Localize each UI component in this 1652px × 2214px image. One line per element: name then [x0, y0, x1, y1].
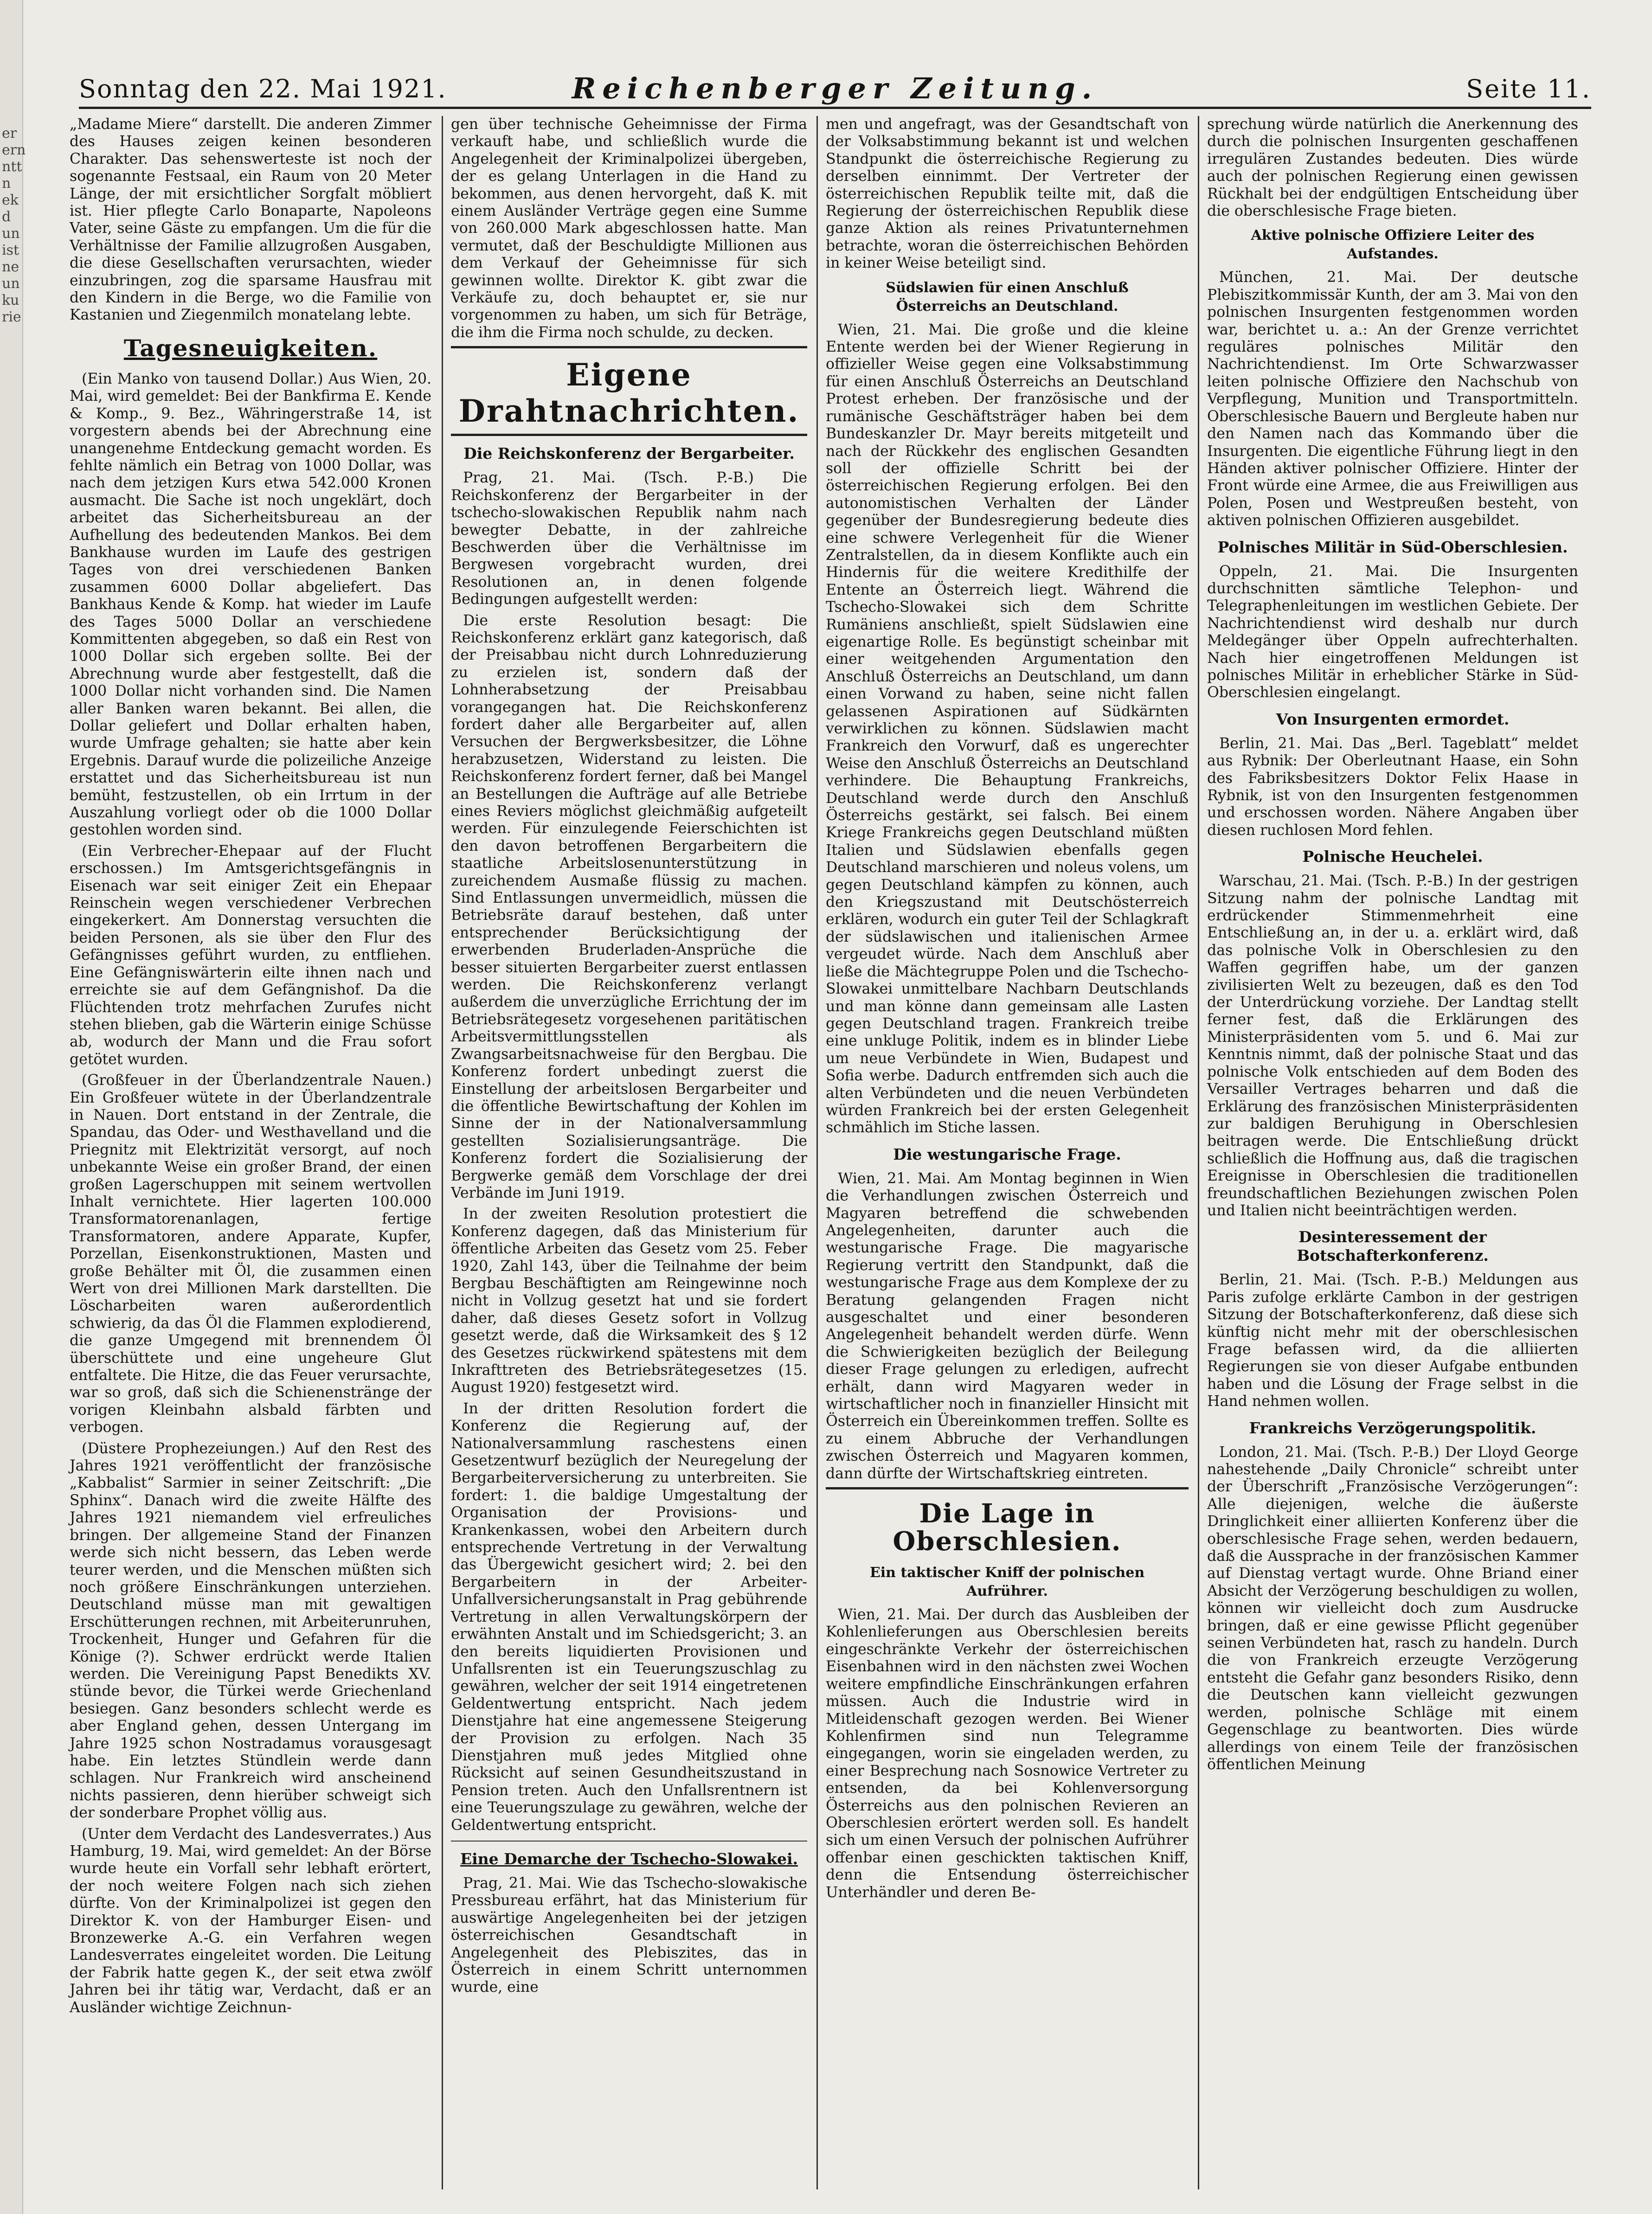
- header-date: Sonntag den 22. Mai 1921.: [79, 74, 447, 103]
- article-text: Oppeln, 21. Mai. Die Insurgenten durchschnitten sämtliche Telephon- und Telegraphenleitungen im westlichen Gebiete. Der Nachrichtendienst wird deshalb nur durch Meldegänger über Oppeln aufrechterhalten. Nach hier eingetroffenen Meldungen ist polnisches Militär in erheblicher Stärke in Süd-Oberschlesien eingelangt.: [1207, 563, 1578, 701]
- column-rule: [442, 116, 443, 2189]
- article-text: Prag, 21. Mai. (Tsch. P.-B.) Die Reichskonferenz der Bergarbeiter in der tschecho-slowakischen Republik nahm nach bewegter Debatte, in der zahlreiche Beschwerden über die Verhältnisse im Bergwesen vorgebracht wurden, drei Resolutionen an, in denen folgende Bedingungen aufgestellt werden:: [451, 469, 807, 608]
- previous-page-fragment: er ern ntt n ek d un ist ne un ku rie: [2, 125, 26, 325]
- article-subhead: Ein taktischer Kniff der polnischen Aufrührer.: [869, 1565, 1145, 1600]
- news-item: (Düstere Prophezeiungen.) Auf den Rest des Jahres 1921 veröffentlicht der französische „Kabbalist“ Sarmier in seiner Zeitschrift: „Die Sphinx“. Danach wird die zweite Hälfte des Jahres 1921 niemandem viel erfreuliches bringen. Der allgemeine Stand der Finanzen werde sich nicht bessern, das Leben werde teurer werden, und die Menschen müßten sich noch größere Einschränkungen unterziehen. Deutschland müsse man mit gewaltigen Erschütterungen rechnen, mit Arbeiterunruhen, Trockenheit, Hunger und Gefahren für die Könige (?). Schwer erdrückt werde Italien werden. Die Vereinigung Papst Benedikts XV. stünde bevor, die Türkei werde Griechenland besiegen. Ganz besonders schlecht werde es aber England gehen, dessen Untergang im Jahre 1925 schon Nostradamus vorausgesagt habe. Ein letztes Stündlein werde dann schlagen. Nur Frankreich wird anscheinend nichts passieren, denn hierüber schweigt sich der sonderbare Prophet völlig aus.: [70, 1440, 431, 1822]
- news-item: (Ein Manko von tausend Dollar.) Aus Wien, 20. Mai, wird gemeldet: Bei der Bankfirma E. Kende & Komp., 9. Bez., Währingerstraße 14, ist vorgestern abends bei der Abrechnung eine unangenehme Entdeckung gemacht worden. Es fehlte nämlich ein Betrag von 1000 Dollar, was nach dem jetzigen Kurs etwa 542.000 Kronen ausmacht. Die Sache ist noch ungeklärt, doch arbeitet das Sicherheitsbureau an der Aufhellung des bedeutenden Mankos. Bei dem Bankhause wurden im Laufe des gestrigen Tages von drei verschiedenen Banken zusammen 6000 Dollar abgeliefert. Das Bankhaus Kende & Komp. hat wieder im Laufe des Tages 5000 Dollar an verschiedene Kommittenten abgegeben, so daß ein Rest von 1000 Dollar sich ergeben sollte. Bei der Abrechnung wurde aber festgestellt, daß die 1000 Dollar nicht vorhanden sind. Die Namen aller Banken waren bekannt. Bei allen, die Dollar geliefert und Dollar erhalten haben, wurde Umfrage gehalten; sie hatte aber kein Ergebnis. Darauf wurde die polizeiliche Anzeige erstattet und das Sicherheitsbureau ist nun bemüht, festzustellen, ob ein Irrtum in der Auszahlung vorliegt oder ob die 1000 Dollar gestohlen worden sind.: [70, 370, 431, 839]
- column-2: [451, 116, 807, 2194]
- article-subhead: Von Insurgenten ermordet.: [1276, 710, 1510, 728]
- article-text: London, 21. Mai. (Tsch. P.-B.) Der Lloyd George nahestehende „Daily Chronicle“ schreibt unter der Überschrift „Französische Verzögerungen“: Alle diejenigen, welche die äußerste Dringlichkeit einer alliierten Konferenz über die oberschlesische Frage sehen, werden bedauern, daß die Aussprache in der französischen Kammer auf Dienstag vertagt wurde. Ohne Briand einer Absicht der Verzögerung beschuldigen zu wollen, können wir vielleicht doch zum Ausdrucke bringen, daß er eine gewisse Pflicht gegenüber seinen Verbündeten hat, rasch zu handeln. Durch die von Frankreich erzeugte Verzögerung entsteht die Gefahr ganz besonders Risiko, denn die Deutschen kann vielleicht gezwungen werden, polnische Schläge mit einem Gegenschlage zu beantworten. Dies würde allerdings von einem Teile der französischen öffentlichen Meinung: [1207, 1444, 1578, 1773]
- column-rule: [816, 116, 818, 2189]
- article-text: In der zweiten Resolution protestiert die Konferenz dagegen, daß das Ministerium für öffentliche Arbeiten das Gesetz vom 25. Feber 1920, Zahl 143, über die Teilnahme der beim Bergbau Beschäftigten am Reingewinne noch nicht in Vollzug gesetzt hat und sie fordert daher, daß dieses Gesetz sofort in Vollzug gesetzt werde, daß die Wirksamkeit des § 12 des Gesetzes rückwirkend spätestens mit dem Inkrafttreten des Betriebsrätegesetzes (15. August 1920) festgesetzt wird.: [451, 1206, 807, 1396]
- article-subhead: Aktive polnische Offiziere Leiter des Aufstandes.: [1251, 227, 1535, 263]
- article-subhead: Die Reichskonferenz der Bergarbeiter.: [463, 444, 795, 463]
- column-1: [70, 116, 431, 2194]
- masthead: Reichenberger Zeitung.: [572, 71, 1099, 105]
- section-rule: [451, 434, 807, 436]
- article-text: München, 21. Mai. Der deutsche Plebiszitkommissär Kunth, der am 3. Mai von den polnischen Insurgenten festgenommen worden war, berichtet u. a.: An der Grenze verrichtet reguläres polnisches Militär den Nachrichtendienst. Im Orte Schwarzwasser leiten polnische Offiziere den Nachschub von Verpflegung, Munition und Transportmitteln. Oberschlesische Bauern und Bergleute haben nur den Namen nach das Kommando über die Insurgenten. Die eigentliche Führung liegt in den Händen aktiver polnischer Offiziere. Hinter der Front würde eine Armee, die aus Freiwilligen aus Polen, Posen und Westpreußen besteht, von aktiven polnischen Offizieren ausgebildet.: [1207, 269, 1578, 529]
- news-item: (Ein Verbrecher-Ehepaar auf der Flucht erschossen.) Im Amtsgerichtsgefängnis in Eisenach war seit einiger Zeit ein Ehepaar Reinschein wegen verschiedener Verbrechen eingekerkert. Am Donnerstag versuchten die beiden Personen, als sie über den Flur des Gefängnisses geführt wurden, zu entfliehen. Eine Gefängniswärterin eilte ihnen nach und erreichte sie auf dem Gefängnishof. Da die Flüchtenden trotz mehrfachen Zurufes nicht stehen blieben, gab die Wärterin einige Schüsse ab, wodurch der Mann und die Frau sofort getötet wurden.: [70, 842, 431, 1068]
- article-subhead: Die westungarische Frage.: [893, 1145, 1121, 1163]
- article-subhead: Frankreichs Verzögerungspolitik.: [1249, 1418, 1536, 1437]
- article-text: gen über technische Geheimnisse der Firma verkauft habe, und schließlich wurde die Angelegenheit der Kriminalpolizei übergeben, der es gelang Unterlagen in die Hand zu bekommen, aus denen hervorgeht, daß K. mit einem Ausländer Verträge gegen eine Summe von 260.000 Mark abgeschlossen hatte. Man vermutet, daß der Beschuldigte Millionen aus dem Verkauf der Geheimnisse für sich gewinnen wollte. Direktor K. gibt zwar die Verkäufe zu, doch behauptet er, sie nur vorgenommen zu haben, um sich für Beträge, die ihm die Firma noch schulde, zu decken.: [451, 116, 807, 341]
- news-item: (Unter dem Verdacht des Landesverrates.) Aus Hamburg, 19. Mai, wird gemeldet: An der Börse wurde heute ein Vorfall sehr lebhaft erörtert, der noch weitere Folgen nach sich ziehen dürfte. Von der Kriminalpolizei ist gegen den Direktor K. von der Hamburger Eisen- und Bronzewerke A.-G. ein Verfahren wegen Landesverrates eingeleitet worden. Die Leitung der Fabrik hatte gegen K., der seit etwa zwölf Jahren bei ihr tätig war, Verdacht, daß er an Ausländer wichtige Zeichnun-: [70, 1825, 431, 2016]
- section-headline: Eigene Drahtnachrichten.: [458, 357, 800, 430]
- article-text: Berlin, 21. Mai. Das „Berl. Tageblatt“ meldet aus Rybnik: Der Oberleutnant Haase, ein Sohn des Fabriksbesitzers Doktor Felix Haase in Rybnik, ist von den Insurgenten festgenommen und erschossen worden. Nähere Angaben über diesen ruchlosen Mord fehlen.: [1207, 735, 1578, 839]
- article-text: men und angefragt, was der Gesandtschaft von der Volksabstimmung bekannt ist und welchen Standpunkt die österreichische Regierung zu derselben einnimmt. Der Vertreter der österreichischen Republik teilte mit, daß die Regierung der österreichischen Republik diese ganze Aktion als reines Privatunternehmen betrachte, woran die österreichischen Behörden in keiner Weise beteiligt sind.: [826, 116, 1189, 272]
- article-text: „Madame Miere“ darstellt. Die anderen Zimmer des Hauses zeigen keinen besonderen Charakter. Das sehenswerteste ist noch der sogenannte Festsaal, ein Raum von 20 Meter Länge, der mit ersichtlicher Sorgfalt möbliert ist. Hier pflegte Carlo Bonaparte, Napoleons Vater, seine Gäste zu empfangen. Um die für die Verhältnisse der Familie allzugroßen Ausgaben, die diese Gesellschaften verursachten, wieder einzubringen, zog die sparsame Hausfrau mit den Kindern in die Berge, wo die Familie von Kastanien und Ziegenmilch monatelang lebte.: [70, 116, 431, 324]
- article-subhead: Südslawien für einen Anschluß Österreichs an Deutschland.: [886, 279, 1129, 314]
- article-subhead: Polnische Heuchelei.: [1302, 847, 1483, 866]
- article-subhead: Desinteressement der Botschafterkonferenz.: [1297, 1228, 1489, 1265]
- article-text: Berlin, 21. Mai. (Tsch. P.-B.) Meldungen aus Paris zufolge erklärte Cambon in der gestrigen Sitzung der Botschafterkonferenz, daß diese sich künftig nicht mehr mit der oberschlesischen Frage befassen wird, da die alliierten Regierungen sie von dieser Aufgabe entbunden haben und die Lösung der Frage selbst in die Hand nehmen wollen.: [1207, 1271, 1578, 1410]
- article-text: Prag, 21. Mai. Wie das Tschecho-slowakische Pressbureau erfährt, hat das Ministerium für auswärtige Angelegenheiten bei der jetzigen österreichischen Gesandtschaft in Angelegenheit des Plebiszites, das in Österreich in einem Schritt unternommen wurde, eine: [451, 1874, 807, 1996]
- article-text: Wien, 21. Mai. Am Montag beginnen in Wien die Verhandlungen zwischen Österreich und Magyaren betreffend die schwebenden Angelegenheiten, darunter auch die westungarische Frage. Die magyarische Regierung vertritt den Standpunkt, daß die westungarische Frage aus dem Komplexe der zu Beratung gelangenden Fragen nicht ausgeschaltet und einer besonderen Angelegenheit behandelt werden dürfe. Wenn die Schwierigkeiten bezüglich der Beilegung dieser Frage gelungen zu erledigen, aufrecht erhält, dann wird Magyaren weder in wirtschaftlicher noch in finanzieller Hinsicht mit Österreich ein Übereinkommen treffen. Sollte es zu einem Abbruche der Verhandlungen zwischen Österreich und Magyaren kommen, dann dürfte der Wirtschaftskrieg eintreten.: [826, 1170, 1189, 1482]
- article-text: Die erste Resolution besagt: Die Reichskonferenz erklärt ganz kategorisch, daß der Preisabbau nicht durch Lohnreduzierung zu erzielen ist, sondern daß der Lohnherabsetzung der Preisabbau vorangegangen hat. Die Reichskonferenz fordert daher alle Bergarbeiter auf, allen Versuchen der Bergwerksbesitzer, die Löhne herabzusetzen, Widerstand zu leisten. Die Reichskonferenz fordert ferner, daß bei Mangel an Bestellungen die Aufträge auf alle Betriebe eines Reviers möglichst gleichmäßig aufgeteilt werden. Für einzulegende Feierschichten ist den davon betroffenen Bergarbeitern die staatliche Arbeitslosenunterstützung in zureichendem Ausmaße flüssig zu machen. Sind Entlassungen unvermeidlich, müssen die Betriebsräte darauf bestehen, daß unter entsprechender Berücksichtigung der erwerbenden Bruderladen-Ansprüche die besser situierten Bergarbeiter zuerst entlassen werden. Die Reichskonferenz verlangt außerdem die unverzügliche Errichtung der im Betriebsrätegesetz vorgesehenen paritätischen Arbeitsvermittlungsstellen als Zwangsarbeitsnachweise für den Bergbau. Die Konferenz fordert unbedingt zuerst die Einstellung der arbeitslosen Bergarbeiter und die öffentliche Bewirtschaftung der Kohlen im Sinne der in der Nationalversammlung gestellten Sozialisierungsanträge. Die Konferenz fordert die Sozialisierung der Bergwerke gemäß dem Vorschlage der drei Verbände im Juni 1919.: [451, 612, 807, 1201]
- column-4: [1207, 116, 1578, 2194]
- column-rule: [1198, 116, 1199, 2189]
- page-header: [79, 70, 1591, 109]
- section-headline: Die Lage in Oberschlesien.: [893, 1498, 1122, 1557]
- article-text: Wien, 21. Mai. Die große und die kleine Entente werden bei der Wiener Regierung in offizieller Weise gegen eine Volksabstimmung für einen Anschluß Österreichs an Deutschland Protest erheben. Der französische und der rumänische Geschäftsträger haben bei dem Bundeskanzler Dr. Mayr bereits mitgeteilt und nach der Rückkehr des englischen Gesandten soll der offizielle Schritt bei der österreichischen Regierung erfolgen. Bei den autonomistischen Verhalten der Länder gegenüber der Bundesregierung bedeute dies eine schwere Verlegenheit für die Wiener Zentralstellen, da in diesem Konflikte auch ein Hindernis für die weitere Kredithilfe der Entente an Österreich liegt. Während die Tschecho-Slowakei sich dem Schritte Rumäniens anschließt, spielt Südslawien eine eigenartige Rolle. Es begünstigt scheinbar mit einer weitgehenden Argumentation den Anschluß Österreichs an Deutschland, um dann einen Vorwand zu haben, seine nicht fallen gelassenen Aspirationen auf Südkärnten verwirklichen zu können. Südslawien macht Frankreich den Vorwurf, daß es ungerechter Weise den Anschluß Österreichs an Deutschland verhindere. Die Behauptung Frankreichs, Deutschland werde durch den Anschluß Österreichs gestärkt, sei falsch. Bei einem Kriege Frankreichs gegen Deutschland müßten Italien und Südslawien ebenfalls gegen Deutschland marschieren und noleus volens, um gegen Deutschland kämpfen zu können, auch den Kriegszustand mit Deutschösterreich erklären, wodurch ein guter Teil der Schlagkraft der südslawischen und italienischen Armee vergeudet würde. Nach dem Anschluß aber ließe die Mächtegruppe Polen und die Tschecho-Slowakei unmittelbare Nachbarn Deutschlands und man könne dann gemeinsam alle Lasten gegen Deutschland tragen. Frankreich treibe eine unkluge Politik, indem es in blinder Liebe um neue Verbündete in Wien, Budapest und Sofia werbe. Dadurch entfremden sich auch die alten Verbündeten und die neuen Verbündeten würden Frankreich bei der ersten Gelegenheit schmählich im Stiche lassen.: [826, 321, 1189, 1136]
- news-item: (Großfeuer in der Überlandzentrale Nauen.) Ein Großfeuer wütete in der Überlandzentrale in Nauen. Dort entstand in der Zentrale, die Spandau, das Oder- und Westhavelland und die Priegnitz mit Elektrizität versorgt, auf noch unbekannte Weise ein großer Brand, der einen großen Lagerschuppen mit seinem wertvollen Inhalt vernichtete. Hier lagerten 100.000 Transformatorenanlagen, fertige Transformatoren, andere Apparate, Kupfer, Porzellan, Eisenkonstruktionen, Masten und große Behälter mit Öl, die zusammen einen Wert von drei Millionen Mark darstellten. Die Löscharbeiten waren außerordentlich schwierig, da das Öl die Flammen explodierend, die ganze Umgegend mit brennendem Öl überschüttete und eine ungeheure Glut entfaltete. Die Hitze, die das Feuer verursachte, war so groß, daß sich die Schienenstränge der vorigen Kleinbahn alsbald färbten und verbogen.: [70, 1072, 431, 1436]
- section-rule: [451, 346, 807, 348]
- article-subhead: Eine Demarche der Tschecho-Slowakei.: [460, 1849, 798, 1868]
- article-text: Wien, 21. Mai. Der durch das Ausbleiben der Kohlenlieferungen aus Oberschlesien bereits eingeschränkte Verkehr der österreichischen Eisenbahnen wird in den nächsten zwei Wochen weitere empfindliche Einschränkungen erfahren müssen. Auch die Industrie wird in Mitleidenschaft gezogen werden. Bei Wiener Kohlenfirmen sind nun Telegramme eingegangen, worin sie eingeladen werden, zu einer Besprechung nach Sosnowice Vertreter zu entsenden, da bei Kohlenversorgung Österreichs aus den polnischen Revieren an Oberschlesien erörtert werden soll. Es handelt sich um einen Versuch der polnischen Aufrührer offenbar einen geschickten taktischen Kniff, denn die Entsendung österreichischer Unterhändler und deren Be-: [826, 1606, 1189, 1901]
- article-text: Warschau, 21. Mai. (Tsch. P.-B.) In der gestrigen Sitzung nahm der polnische Landtag mit erdrückender Stimmenmehrheit eine Entschließung an, in der u. a. erklärt wird, daß das polnische Volk in Oberschlesien zu den Waffen gegriffen habe, um der ganzen zivilisierten Welt zu bezeugen, daß es den Tod der Unterdrückung vorziehe. Der Landtag stellt ferner fest, daß die Erklärungen des Ministerpräsidenten vom 5. und 6. Mai zur Kenntnis nimmt, daß der polnische Staat und das polnische Volk entschieden auf dem Boden des Versailler Vertrages beharren und daß die Erklärung des französischen Ministerpräsidenten zur baldigen Beruhigung in Oberschlesien beitragen werde. Die Entschließung drückt schließlich die Hoffnung aus, daß die tragischen Ereignisse in Oberschlesien die traditionellen freundschaftlichen Beziehungen zwischen Polen und Italien nicht beeinträchtigen werden.: [1207, 873, 1578, 1219]
- section-headline: Tagesneuigkeiten.: [123, 334, 378, 362]
- article-text: sprechung würde natürlich die Anerkennung des durch die polnischen Insurgenten geschaffenen irregulären Zustandes bedeuten. Dies würde auch der polnischen Regierung einen gewissen Rückhalt bei der endgültigen Entscheidung über die oberschlesische Frage bieten.: [1207, 116, 1578, 220]
- page-number: Seite 11.: [1466, 74, 1591, 103]
- section-rule: [826, 1487, 1189, 1489]
- article-text: In der dritten Resolution fordert die Konferenz die Regierung auf, der Nationalversammlung raschestens einen Gesetzentwurf bezüglich der Neuregelung der Bergarbeiterversicherung zu unterbreiten. Sie fordert: 1. die baldige Umgestaltung der Organisation der Provisions- und Krankenkassen, wobei den Arbeitern durch entsprechende Vertretung in der Verwaltung das Übergewicht gesichert wird; 2. bei den Bergarbeitern in der Arbeiter-Unfallversicherungsanstalt in Prag gebührende Vertretung in allen Verwaltungskörpern der erwähnten Anstalt und im Schiedsgericht; 3. an den bereits liquidierten Provisionen und Unfallsrenten ist ein Teuerungszuschlag zu gewähren, welcher der seit 1914 eingetretenen Geldentwertung entspricht. Nach jedem Dienstjahre hat eine angemessene Steigerung der Provision zu erfolgen. Nach 35 Dienstjahren muß jedes Mitglied ohne Rücksicht auf seinen Gesundheitszustand in Pension treten. Auch den Unfallsrentnern ist eine Teuerungszulage zu gewähren, welche der Geldentwertung entspricht.: [451, 1400, 807, 1834]
- article-subhead: Polnisches Militär in Süd-Oberschlesien.: [1217, 538, 1568, 556]
- column-3: [826, 116, 1189, 2194]
- previous-page-edge: [0, 0, 26, 2214]
- article-divider: [451, 1841, 807, 1842]
